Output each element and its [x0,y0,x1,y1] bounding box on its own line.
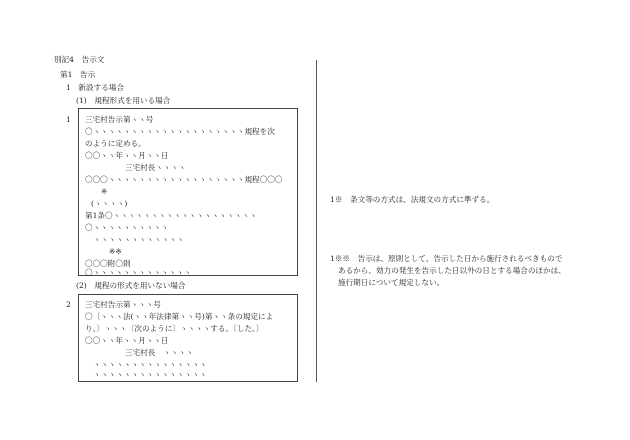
box2-line: 三宅村長 ヽヽヽヽ [125,348,194,357]
box1-line: 〇ヽヽヽヽヽヽヽヽヽヽ [85,223,169,232]
box1-line: ※ [101,187,108,196]
note-2-line-3: 施行期日について規定しない。 [338,278,445,287]
box1-line: 三宅村告示第ヽヽ号 [85,115,154,124]
column-divider [316,60,317,382]
box2-line: 〇〇ヽヽ年ヽヽ月ヽヽ日 [85,336,169,345]
box2-line: ヽヽヽヽヽヽヽヽヽヽヽヽヽヽヽ [93,370,207,379]
example-box-2 [78,294,298,382]
box2-line: 三宅村告示第ヽヽヽ号 [85,300,161,309]
example-number-2: 2 [66,300,71,309]
box1-line: ヽヽヽヽヽヽヽヽヽヽヽヽ [93,235,185,244]
section-heading-1: 第1 告示 [60,70,96,79]
note-1: 1※ 条文等の方式は、法規文の方式に準ずる。 [330,195,495,204]
box1-line: 〇〇〇附〇則 [85,259,131,268]
box1-line: 〇ヽヽヽヽヽヽヽヽヽヽヽヽヽヽヽヽヽヽヽヽ規程を次 [85,127,275,136]
box1-line: ※※ [109,247,122,256]
note-2-line-2: あるから、効力の発生を告示した日以外の日とする場合のほかは、 [338,266,566,275]
example-box-1 [78,108,298,276]
subsection-heading-1-1: 1 新設する場合 [66,83,124,92]
box2-line: 〇〔ヽヽヽ法(ヽヽ年法律第ヽヽ号)第ヽヽ条の規定によ [85,312,274,321]
box1-line: 第1条〇ヽヽヽヽヽヽヽヽヽヽヽヽヽヽヽヽヽヽヽ [85,211,257,220]
box1-line: 〇ヽヽヽヽヽヽヽヽヽヽヽヽヽ [85,268,192,277]
box1-line: 〇〇ヽヽ年ヽヽ月ヽヽ日 [85,151,169,160]
subsection-heading-1-1-1: (1) 規程形式を用いる場合 [76,96,171,105]
box1-line: (ヽヽヽヽ) [91,199,128,208]
box2-line: り、〕ヽヽヽ〔次のように〕ヽヽヽヽする。〔した。〕 [85,324,264,333]
box1-line: 〇〇〇ヽヽヽヽヽヽヽヽヽヽヽヽヽヽヽヽヽヽ規程〇〇〇 [85,175,283,184]
note-2-line-1: 1※※ 告示は、原則として、告示した日から施行されるべきもので [330,254,563,263]
example-number-1: 1 [66,115,71,124]
page-title: 別記4 告示文 [54,55,105,64]
box1-line: 三宅村長ヽヽヽヽ [125,163,186,172]
box2-line: ヽヽヽヽヽヽヽヽヽヽヽヽヽヽヽ [93,360,207,369]
subsection-heading-1-1-2: (2) 規程の形式を用いない場合 [76,281,186,290]
box1-line: のように定める。 [85,139,146,148]
